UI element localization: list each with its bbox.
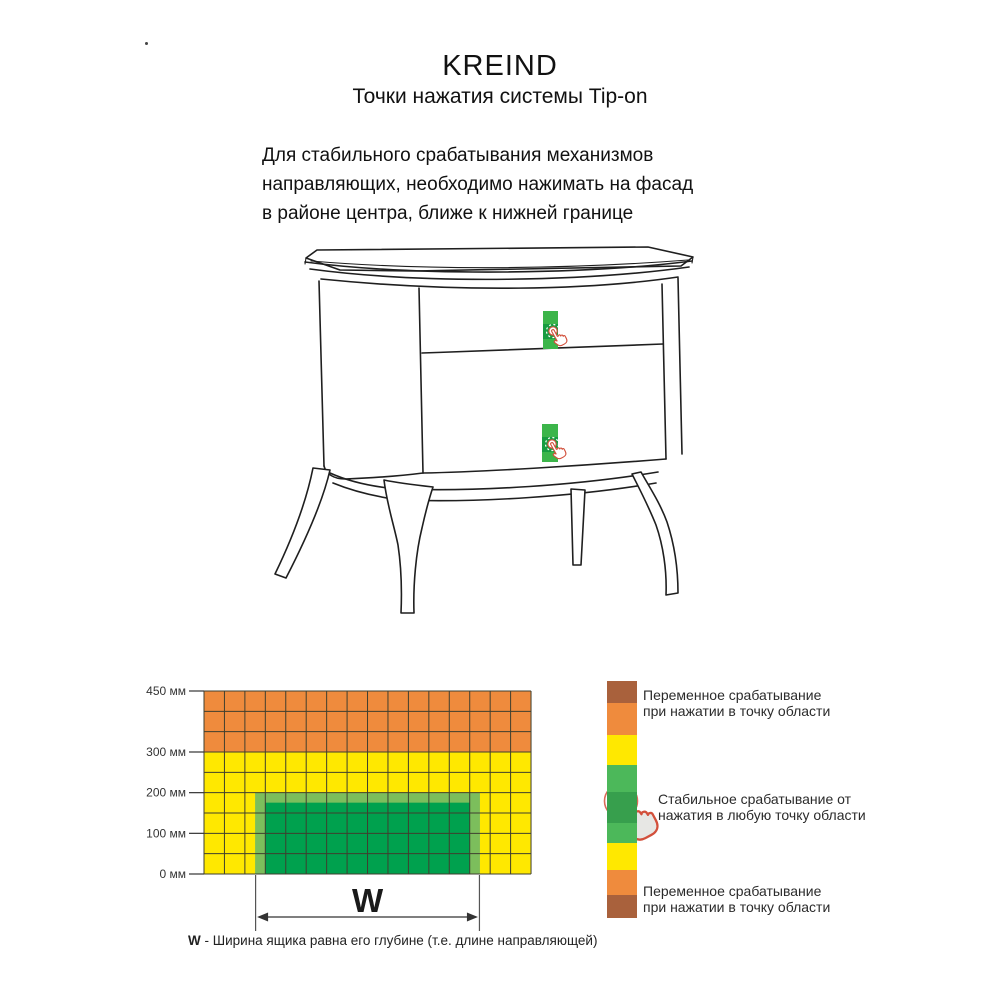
- intro-line: направляющих, необходимо нажимать на фасад: [262, 174, 694, 195]
- zone-chart: [146, 684, 531, 931]
- front-left-leg: [384, 480, 433, 613]
- press-marker-top-drawer: [543, 311, 568, 349]
- legend-item-text: нажатия в любую точку области: [658, 806, 866, 823]
- legend-segment-legend-green: [607, 823, 637, 843]
- legend-segment-orange: [607, 703, 637, 735]
- furniture-illustration: [275, 247, 693, 613]
- chart-caption: [188, 933, 597, 948]
- chart-y-axis-label: 200 мм: [146, 785, 186, 800]
- chart-caption-text: - Ширина ящика равна его глубине (т.е. длине направляющей): [200, 933, 598, 948]
- legend-color-bar: [607, 681, 637, 918]
- legend-item-variable-bottom: [643, 884, 830, 915]
- intro-line: в районе центра, ближе к нижней границе: [262, 203, 634, 224]
- legend-segment-orange: [607, 870, 637, 895]
- front-right-leg: [632, 472, 678, 595]
- chart-y-axis-label: 450 мм: [146, 684, 186, 698]
- legend-item-text: Стабильное срабатывание от: [658, 791, 852, 807]
- press-marker-bottom-drawer: [542, 424, 567, 462]
- cabinet-body: [319, 277, 682, 479]
- legend-segment-brown: [607, 895, 637, 918]
- intro-line: Для стабильного срабатывания механизмов: [262, 145, 654, 166]
- chart-y-axis-label: 300 мм: [146, 744, 186, 759]
- legend-segment-brown: [607, 681, 637, 703]
- tabletop: [305, 247, 693, 279]
- legend-segment-legend-green: [607, 765, 637, 792]
- chart-y-axis-label: 0 мм: [159, 866, 186, 881]
- legend-item-text: при нажатии в точку области: [643, 702, 831, 719]
- w-arrowhead-right: [467, 912, 478, 921]
- w-arrowhead-left: [257, 912, 268, 921]
- legend-item-text: Переменное срабатывание: [643, 687, 822, 703]
- legend-item-text: Переменное срабатывание: [643, 883, 822, 899]
- w-label: W: [351, 881, 384, 919]
- legend-item-variable-top: [643, 688, 830, 719]
- chart-y-axis-label: 100 мм: [146, 826, 186, 841]
- base-and-legs: [275, 468, 678, 613]
- legend-segment-yellow: [607, 843, 637, 870]
- page-subtitle: Точки нажатия системы Tip-on: [352, 85, 648, 108]
- rear-right-leg: [571, 489, 585, 565]
- page-title: KREIND: [442, 50, 558, 82]
- chart-caption-w: W: [188, 933, 201, 948]
- legend-segment-yellow: [607, 735, 637, 765]
- legend-segment-legend-green-dark: [607, 792, 637, 823]
- legend-item-text: при нажатии в точку области: [643, 898, 831, 915]
- legend-item-stable: [658, 792, 866, 823]
- rear-left-leg: [275, 468, 330, 578]
